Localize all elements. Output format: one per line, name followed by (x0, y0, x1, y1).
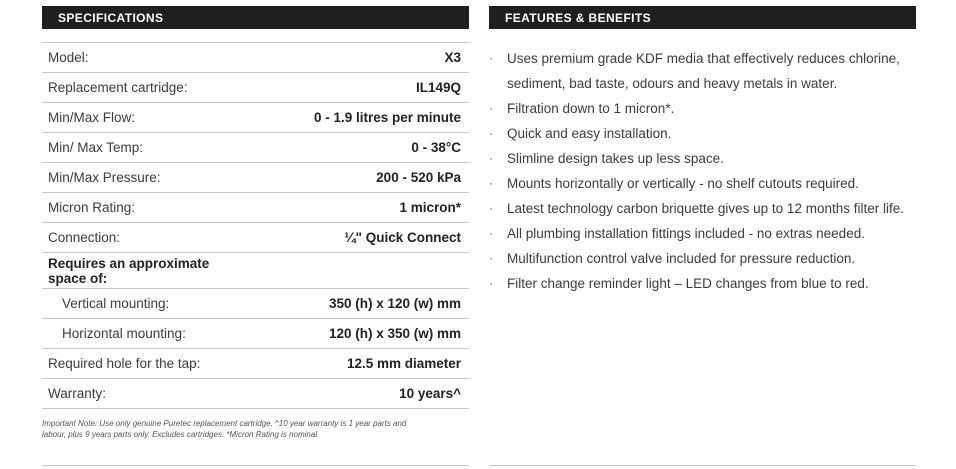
spec-row-model (42, 43, 469, 73)
features-list (489, 46, 916, 296)
feature-item (489, 121, 916, 146)
spec-label: Min/Max Flow: (48, 110, 136, 125)
mounting-heading: Requires an approximate space of: (48, 256, 210, 286)
feature-item-continuation (489, 71, 916, 96)
spec-value: 200 - 520 kPa (376, 170, 461, 185)
spec-value: 12.5 mm diameter (346, 356, 461, 371)
spec-row-vertical (42, 289, 469, 319)
bullet-icon: · (489, 201, 493, 215)
feature-text: Mounts horizontally or vertically - no shelf cutouts required. (507, 176, 859, 191)
spec-value: 120 (h) x 350 (w) mm (328, 326, 461, 341)
feature-item (489, 196, 916, 221)
spec-label: Warranty: (48, 386, 107, 401)
spec-value: 10 years^ (399, 386, 461, 401)
spec-label: Model: (48, 50, 89, 65)
bullet-icon: · (489, 226, 493, 240)
feature-item (489, 221, 916, 246)
note-line: labour, plus 9 years parts only. Excludes cartridges. *Micron Rating is nominal. (42, 430, 320, 439)
spec-value: 1 micron* (399, 200, 461, 215)
spec-row-temp (42, 133, 469, 163)
spec-row-pressure (42, 163, 469, 193)
spec-row-cartridge (42, 73, 469, 103)
bullet-icon: · (489, 251, 493, 265)
spec-label: Vertical mounting: (62, 296, 170, 311)
feature-text: Slimline design takes up less space. (507, 151, 724, 166)
specifications-section (42, 6, 469, 440)
bottom-divider-left (42, 465, 469, 466)
spec-label: Horizontal mounting: (62, 326, 186, 341)
spec-row-micron (42, 193, 469, 223)
feature-item (489, 171, 916, 196)
spec-value: 0 - 1.9 litres per minute (313, 110, 461, 125)
note-line: Important Note: Use only genuine Puretec replacement cartridge. ^10 year warranty is 1 year parts and (42, 419, 407, 428)
spec-label: Min/Max Pressure: (48, 170, 161, 185)
spec-label: Replacement cartridge: (48, 80, 188, 95)
spec-label: Micron Rating: (48, 200, 136, 215)
spec-row-connection (42, 223, 469, 253)
bullet-icon: · (489, 101, 493, 115)
spec-label: Connection: (48, 230, 121, 245)
feature-text: All plumbing installation fittings included - no extras needed. (507, 226, 865, 241)
specifications-table (42, 42, 469, 409)
feature-item (489, 146, 916, 171)
bullet-icon: · (489, 176, 493, 190)
spec-row-warranty (42, 379, 469, 409)
bullet-icon: · (489, 51, 493, 65)
bottom-divider-right (489, 465, 916, 466)
spec-row-flow (42, 103, 469, 133)
feature-text: Multifunction control valve included for pressure reduction. (507, 251, 856, 266)
feature-text: sediment, bad taste, odours and heavy metals in water. (507, 76, 838, 91)
feature-item (489, 271, 916, 296)
spec-value: X3 (444, 50, 461, 65)
specifications-header: SPECIFICATIONS (42, 6, 469, 29)
features-section (489, 6, 916, 312)
spec-value: ¼" Quick Connect (344, 230, 461, 245)
spec-value: IL149Q (415, 80, 461, 95)
spec-row-tap-hole (42, 349, 469, 379)
feature-item (489, 96, 916, 121)
spec-label: Required hole for the tap: (48, 356, 201, 371)
features-header: FEATURES & BENEFITS (489, 6, 916, 29)
spec-value: 350 (h) x 120 (w) mm (328, 296, 461, 311)
feature-text: Filtration down to 1 micron*. (507, 101, 675, 116)
feature-text: Uses premium grade KDF media that effectively reduces chlorine, (507, 51, 900, 66)
feature-item (489, 246, 916, 271)
feature-item (489, 46, 916, 71)
bullet-icon: · (489, 276, 493, 290)
bullet-icon: · (489, 151, 493, 165)
feature-text: Filter change reminder light – LED changes from blue to red. (507, 276, 869, 291)
feature-text: Latest technology carbon briquette gives up to 12 months filter life. (507, 201, 904, 216)
spec-label: Min/ Max Temp: (48, 140, 144, 155)
important-note (42, 418, 462, 440)
feature-text: Quick and easy installation. (507, 126, 672, 141)
spec-row-horizontal (42, 319, 469, 349)
bullet-icon: · (489, 126, 493, 140)
spec-row-mounting-heading (42, 253, 469, 289)
spec-value: 0 - 38°C (411, 140, 461, 155)
